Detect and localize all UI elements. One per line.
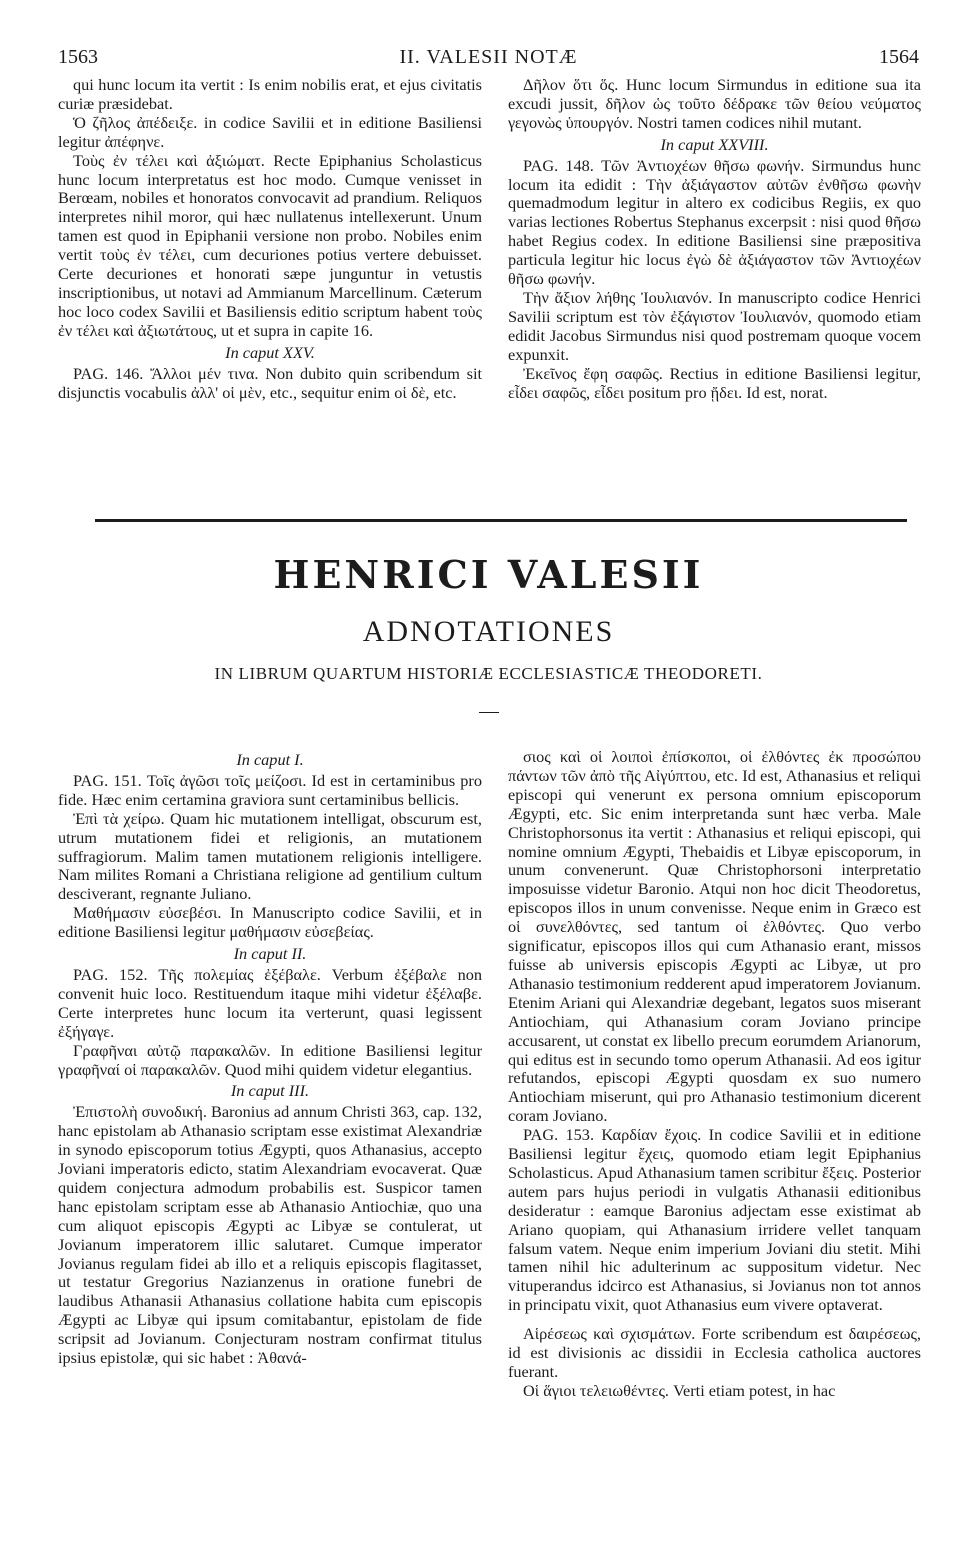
annotation-paragraph: Τὴν ἄξιον λήθης Ἰουλιανόν. In manuscripto codice Henrici Savilii scriptum est τὸν ἐξάγιστον Ἰουλιανόν, quomodo etiam edidit Jacobus Sirmundus nisi quod postremam quoque vocem expunxit. — [508, 287, 921, 364]
annotation-paragraph: Ἐκεῖνος ἔφη σαφῶς. Rectius in editione Basiliensi legitur, εἶδει σαφῶς, εἶδει positum pro ᾔδει. Id est, norat. — [508, 363, 921, 402]
section-title-main: ADNOTATIONES — [362, 615, 615, 648]
annotation-paragraph: Ὁ ζῆλος ἀπέδειξε. in codice Savilii et in editione Basiliensi legitur ἀπέφηνε. — [58, 112, 482, 151]
chapter-heading: In caput III. — [230, 1081, 310, 1101]
annotation-paragraph: Μαθήμασιν εὐσεβέσι. In Manuscripto codice Savilii, et in editione Basiliensi legitur μαθήμασιν εὐσεβείας. — [58, 903, 482, 942]
annotation-paragraph: Δῆλον ὅτι ὅς. Hunc locum Sirmundus in editione sua ita excudi jussit, δῆλον ὡς τοῦτο δέδρακε τῶν θείου νεύματος γεγονὼς ὑπουργόν. Nostri tamen codices nihil mutant. — [508, 75, 921, 132]
annotation-paragraph: Αἱρέσεως καὶ σχισμάτων. Forte scribendum est δαιρέσεως, id est divisionis ac dissidii in Ecclesia catholica auctores fuerant. — [508, 1324, 921, 1381]
running-title: II. VALESII NOTÆ — [399, 46, 578, 68]
annotation-paragraph: qui hunc locum ita vertit : Is enim nobilis erat, et ejus civitatis curiæ præsidebat. — [58, 75, 482, 113]
annotation-paragraph: PAG. 152. Τῆς πολεμίας ἐξέβαλε. Verbum ἐξέβαλε non convenit huic loco. Restituendum itaque mihi videtur ἐξέλαβε. Certe interpretes hunc locum ita verterunt, quasi legissent ἐξήγαγε. — [58, 964, 482, 1041]
annotation-paragraph: PAG. 146. Ἄλλοι μέν τινα. Non dubito quin scribendum sit disjunctis vocabulis ἀλλ' οἱ μὲν, etc., sequitur enim οἱ δὲ, etc. — [58, 363, 482, 402]
annotation-paragraph: PAG. 151. Τοῖς ἀγῶσι τοῖς μείζοσι. Id est in certaminibus pro fide. Hæc enim certamina graviora sunt certaminibus bellicis. — [58, 770, 482, 809]
chapter-heading: In caput XXV. — [225, 342, 315, 362]
top-right-column — [508, 76, 921, 402]
bottom-right-column — [508, 748, 921, 1401]
short-divider — [479, 712, 499, 713]
chapter-heading: In caput II. — [233, 944, 307, 964]
annotation-paragraph: Οἱ ἅγιοι τελειωθέντες. Verti etiam potest, in hac — [523, 1380, 836, 1400]
page-number-left: 1563 — [58, 46, 98, 68]
chapter-heading: In caput XXVIII. — [660, 134, 769, 154]
annotation-paragraph: PAG. 153. Καρδίαν ἔχοις. In codice Savilii et in editione Basiliensi legitur ἔχεις, quomodo etiam legit Epiphanius Scholasticus. Apud Athanasium tamen scribitur ἔξεις. Posterior autem pars hujus periodi in vulgatis Athanasii editionibus desideratur : eamque Baronius adjectam esse existimat ab Ariano quopiam, qui Athanasium irridere vellet tanquam falsum vatem. Neque enim imperium Joviani diu stetit. Mihi tamen nihil hic adulterinum ac suppositum videtur. Nec vituperandus idcirco est Athanasius, si Jovianus non tot annos in principatu vixit, quot Athanasius eum vivere optaverat. — [508, 1125, 921, 1315]
section-divider — [95, 519, 907, 522]
page-number-right: 1564 — [879, 46, 919, 68]
chapter-heading: In caput I. — [236, 750, 304, 769]
top-left-column — [58, 76, 482, 402]
section-title-subtitle: IN LIBRUM QUARTUM HISTORIÆ ECCLESIASTICÆ THEODORETI. — [214, 664, 763, 683]
running-header — [58, 46, 919, 70]
annotation-paragraph: σιος καὶ οἱ λοιποὶ ἐπίσκοποι, οἱ ἐλθόντες ἐκ προσώπου πάντων τῶν ἀπὸ τῆς Αἰγύπτου, etc. Id est, Athanasius et reliqui episcopi qui venerunt ex persona omnium episcoporum Ægypti, etc. Sic enim interpretanda sunt hæc verba. Male Christophorsonus ita vertit : Athanasius et reliqui episcopi, qui nomine omnium Ægypti, Thebaidis et Libyæ episcoporum, in unum convenerunt. Quæ Christophorsoni interpretatio imposuisse videtur Baronio. Atqui non hoc dicit Theodoretus, episcopos illos in unum convenisse. Neque enim in Græco est οἱ συνελθόντες, sed tantum οἱ ἐλθόντες. Quo verbo significatur, episcopos illos qui cum Athanasio erant, missos fuisse ab universis episcopis Ægypti ac Libyæ, ut pro Athanasio testimonium redderent apud imperatorem Jovianum. Etenim Ariani qui Alexandriæ degebant, legatos suos miserant Antiochiam, qui Athanasium coram Joviano principe accusarent, ut constat ex libello precum eorumdem Arianorum, qui editus est in secundo tomo operum Athanasii. Ad eos igitur refutandos, episcopi Ægypti quosdam ex suo numero Antiochiam miserunt, qui pro Athanasio testimonium dicerent coram Joviano. — [508, 747, 921, 1126]
annotation-paragraph: PAG. 148. Τῶν Ἀντιοχέων θῆσω φωνήν. Sirmundus hunc locum ita edidit : Τὴν ἀξιάγαστον αὐτῶν ἐνθῆσω φωνὴν quemadmodum legitur in altero ex codicibus Regiis, ex quo varias lectiones Robertus Stephanus excerpsit : nisi quod θῆσω habet Regius codex. In editione Basiliensi sine præpositiva particula legitur hic locus ἐγὼ δὲ ἀξιάγαστον τῶν Ἀντιοχέων θῆσω φωνήν. — [508, 155, 921, 289]
annotation-paragraph: Ἐπὶ τὰ χείρω. Quam hic mutationem intelligat, obscurum est, utrum mutationem fidei et religionis, an mutationem suffragiorum. Malim tamen mutationem religionis intelligere. Nam milites Romani a Christiana religione ad gentilium cultum desciverant, regnante Juliano. — [58, 808, 482, 904]
section-title-author: HENRICI VALESII — [273, 552, 704, 597]
annotation-paragraph: Τοὺς ἐν τέλει καὶ ἀξιώματ. Recte Epiphanius Scholasticus hunc locum interpretatus est hoc modo. Cumque venisset in Berœam, nobiles et honoratos convocavit ad prandium. Reliquos interpretes nihil moror, qui hæc nullatenus intellexerunt. Unum tamen est quod in Epiphanii versione non probo. Nobiles enim vertit τοὺς ἐν τέλει, cum decuriones potius vertere debuisset. Certe decuriones et honorati sæpe junguntur in vetustis inscriptionibus, ut notavi ad Ammianum Marcellinum. Cæterum hoc loco codex Savilii et Basiliensis editio scriptum habent τοὺς ἐν τέλει καὶ ἀξιωτάτους, ut et supra in capite 16. — [58, 150, 482, 340]
bottom-left-column — [58, 748, 482, 1368]
annotation-paragraph: Ἐπιστολὴ συνοδική. Baronius ad annum Christi 363, cap. 132, hanc epistolam ab Athanasio scriptam esse existimat Alexandriæ in synodo episcoporum totius Ægypti, quos Athanasius, accepto Joviani imperatoris edicto, statim Alexandriam evocaverat. Quæ quidem conjectura admodum probabilis est. Suspicor tamen hanc epistolam scriptam esse ab Athanasio Antiochiæ, quo una cum aliquot episcopis Ægypti ac Libyæ se contulerat, ut Jovianum imperatorem illic salutaret. Cumque imperator Jovianus regulam fidei ab illo et a reliquis episcopis flagitasset, ut testatur Gregorius Nazianzenus in oratione funebri de laudibus Athanasii Athanasius collatione habita cum episcopis Ægypti ac Libyæ qui ipsum comitabantur, epistolam de fide scripsit ad Jovianum. Conjecturam nostram confirmat titulus ipsius epistolæ, qui sic habet : Ἀθανά- — [58, 1102, 482, 1368]
annotation-paragraph: Γραφῆναι αὐτῷ παρακαλῶν. In editione Basiliensi legitur γραφῆναί οἱ παρακαλῶν. Quod mihi quidem videtur elegantius. — [58, 1040, 482, 1079]
